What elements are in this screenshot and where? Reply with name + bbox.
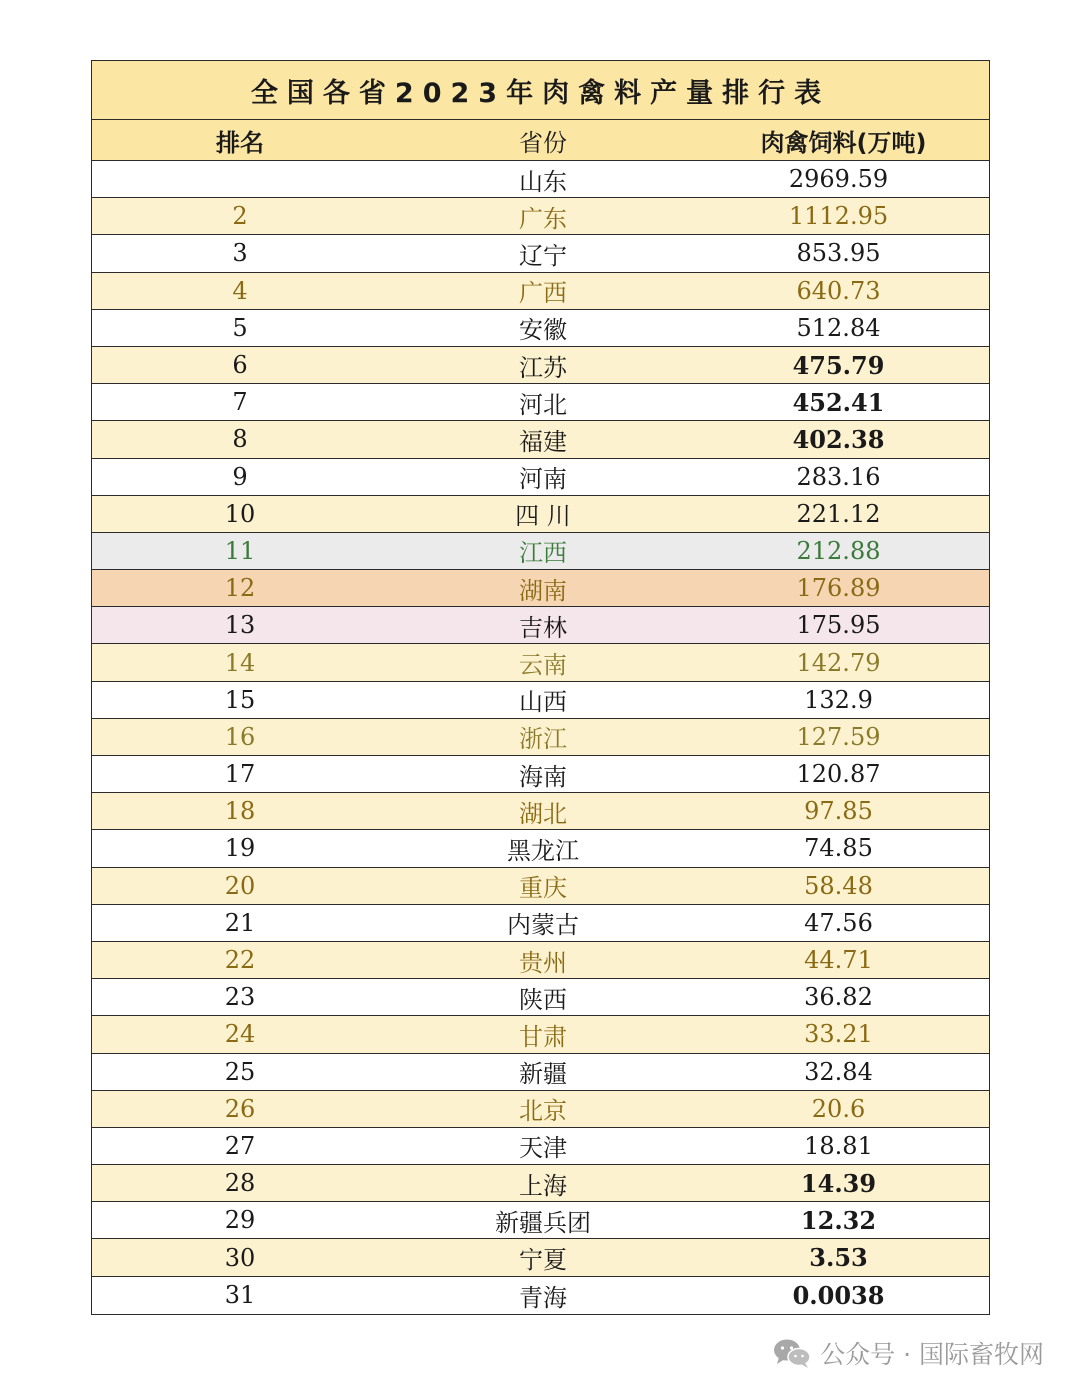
- table-title: 全国各省2023年肉禽料产量排行表: [92, 61, 989, 120]
- table-row: [92, 793, 989, 830]
- table-row: [92, 644, 989, 681]
- cell-value: 18.81: [804, 1131, 873, 1160]
- cell-province: 四 川: [515, 502, 571, 531]
- table-row: [92, 1128, 989, 1165]
- cell-province: 山西: [519, 688, 567, 717]
- cell-rank: 30: [224, 1243, 256, 1272]
- table-row: [92, 682, 989, 719]
- table-row: [92, 235, 989, 272]
- table-row: [92, 719, 989, 756]
- cell-value: 0.0038: [792, 1280, 885, 1310]
- cell-province: 浙江: [519, 725, 567, 754]
- cell-rank: 6: [232, 351, 248, 380]
- table-row: [92, 570, 989, 607]
- table-header: [92, 120, 989, 161]
- cell-rank: 9: [232, 462, 248, 491]
- cell-value: 44.71: [804, 946, 873, 975]
- cell-value: 853.95: [796, 239, 881, 268]
- cell-rank: 27: [224, 1131, 256, 1160]
- table-row: [92, 1091, 989, 1128]
- cell-province: 黑龙江: [507, 836, 579, 865]
- header-rank: 排名: [216, 128, 264, 157]
- table-row: [92, 1054, 989, 1091]
- table-row: [92, 459, 989, 496]
- cell-rank: 21: [224, 908, 256, 937]
- table-row: [92, 868, 989, 905]
- table-row: [92, 273, 989, 310]
- cell-rank: 26: [224, 1094, 256, 1123]
- cell-value: 97.85: [804, 797, 873, 826]
- cell-value: 452.41: [792, 387, 885, 417]
- cell-province: 重庆: [519, 874, 567, 903]
- cell-province: 北京: [519, 1097, 567, 1126]
- table-row: [92, 942, 989, 979]
- table-row: [92, 347, 989, 384]
- cell-value: 3.53: [809, 1243, 868, 1273]
- table-row: [92, 1202, 989, 1239]
- table-row: [92, 830, 989, 867]
- cell-rank: 24: [224, 1020, 256, 1049]
- cell-value: 512.84: [796, 313, 881, 342]
- cell-value: 36.82: [804, 983, 873, 1012]
- cell-province: 新疆兵团: [495, 1208, 591, 1237]
- cell-value: 32.84: [804, 1057, 873, 1086]
- cell-value: 74.85: [804, 834, 873, 863]
- cell-province: 云南: [519, 651, 567, 680]
- cell-value: 12.32: [800, 1205, 877, 1235]
- header-province: 省份: [519, 128, 567, 157]
- cell-province: 吉林: [519, 613, 567, 642]
- cell-province: 湖北: [519, 799, 567, 828]
- table-row: [92, 1016, 989, 1053]
- cell-province: 河南: [519, 465, 567, 494]
- cell-province: 青海: [519, 1283, 567, 1312]
- cell-rank: 2: [232, 202, 248, 231]
- table-row: [92, 979, 989, 1016]
- cell-value: 47.56: [804, 908, 873, 937]
- cell-rank: 17: [224, 760, 256, 789]
- cell-rank: 18: [224, 797, 256, 826]
- table-row: [92, 607, 989, 644]
- cell-province: 广东: [519, 204, 567, 233]
- cell-rank: 12: [224, 574, 256, 603]
- cell-rank: 22: [224, 946, 256, 975]
- cell-value: 475.79: [792, 350, 885, 380]
- cell-value: 212.88: [796, 536, 881, 565]
- table-row: [92, 421, 989, 458]
- cell-rank: 16: [224, 722, 256, 751]
- cell-value: 132.9: [804, 685, 873, 714]
- cell-province: 海南: [519, 762, 567, 791]
- cell-value: 127.59: [796, 722, 881, 751]
- cell-rank: 23: [224, 983, 256, 1012]
- ranking-table: [91, 60, 990, 1315]
- cell-rank: 14: [224, 648, 256, 677]
- table-row: [92, 310, 989, 347]
- cell-province: 福建: [519, 427, 567, 456]
- cell-province: 山东: [519, 167, 567, 196]
- table-body: [92, 161, 989, 1314]
- cell-value: 175.95: [796, 611, 881, 640]
- cell-province: 陕西: [519, 985, 567, 1014]
- cell-value: 58.48: [804, 871, 873, 900]
- cell-province: 甘肃: [519, 1022, 567, 1051]
- cell-rank: 4: [232, 276, 248, 305]
- cell-value: 33.21: [804, 1020, 873, 1049]
- cell-rank: 15: [224, 685, 256, 714]
- cell-value: 402.38: [792, 424, 885, 454]
- cell-value: 640.73: [796, 276, 881, 305]
- header-value: 肉禽饲料(万吨): [760, 128, 927, 157]
- cell-value: 176.89: [796, 574, 881, 603]
- cell-province: 贵州: [519, 948, 567, 977]
- cell-rank: 5: [232, 313, 248, 342]
- wechat-icon: [772, 1337, 812, 1369]
- watermark-text: 公众号 · 国际畜牧网: [820, 1340, 1044, 1369]
- cell-rank: 13: [224, 611, 256, 640]
- cell-value: 142.79: [796, 648, 881, 677]
- cell-rank: 28: [224, 1169, 256, 1198]
- cell-province: 河北: [519, 390, 567, 419]
- cell-rank: 20: [224, 871, 256, 900]
- table-row: [92, 533, 989, 570]
- table-row: [92, 1165, 989, 1202]
- cell-value: 120.87: [796, 760, 881, 789]
- table-row: [92, 1239, 989, 1276]
- cell-rank: 11: [224, 536, 256, 565]
- cell-province: 辽宁: [519, 241, 567, 270]
- cell-rank: 7: [232, 388, 248, 417]
- cell-rank: 10: [224, 499, 256, 528]
- cell-province: 湖南: [519, 576, 567, 605]
- watermark: [772, 1335, 1044, 1371]
- cell-province: 天津: [519, 1134, 567, 1163]
- cell-value: 2969.59: [788, 165, 889, 194]
- cell-rank: 3: [232, 239, 248, 268]
- table-row: [92, 384, 989, 421]
- cell-province: 新疆: [519, 1060, 567, 1089]
- cell-province: 安徽: [519, 316, 567, 345]
- table-row: [92, 1277, 989, 1314]
- cell-value: 1112.95: [788, 202, 889, 231]
- table-row: [92, 161, 989, 198]
- cell-value: 283.16: [796, 462, 881, 491]
- cell-province: 江苏: [519, 353, 567, 382]
- cell-province: 上海: [519, 1171, 567, 1200]
- cell-province: 江西: [519, 539, 567, 568]
- cell-rank: 31: [224, 1281, 256, 1310]
- cell-rank: 29: [224, 1206, 256, 1235]
- cell-rank: 25: [224, 1057, 256, 1086]
- cell-rank: 8: [232, 425, 248, 454]
- cell-rank: 19: [224, 834, 256, 863]
- cell-province: 宁夏: [519, 1246, 567, 1275]
- cell-value: 221.12: [796, 499, 881, 528]
- cell-province: 广西: [519, 279, 567, 308]
- table-row: [92, 198, 989, 235]
- table-row: [92, 496, 989, 533]
- cell-province: 内蒙古: [507, 911, 579, 940]
- table-row: [92, 905, 989, 942]
- table-row: [92, 756, 989, 793]
- cell-value: 14.39: [800, 1168, 877, 1198]
- cell-value: 20.6: [811, 1094, 866, 1123]
